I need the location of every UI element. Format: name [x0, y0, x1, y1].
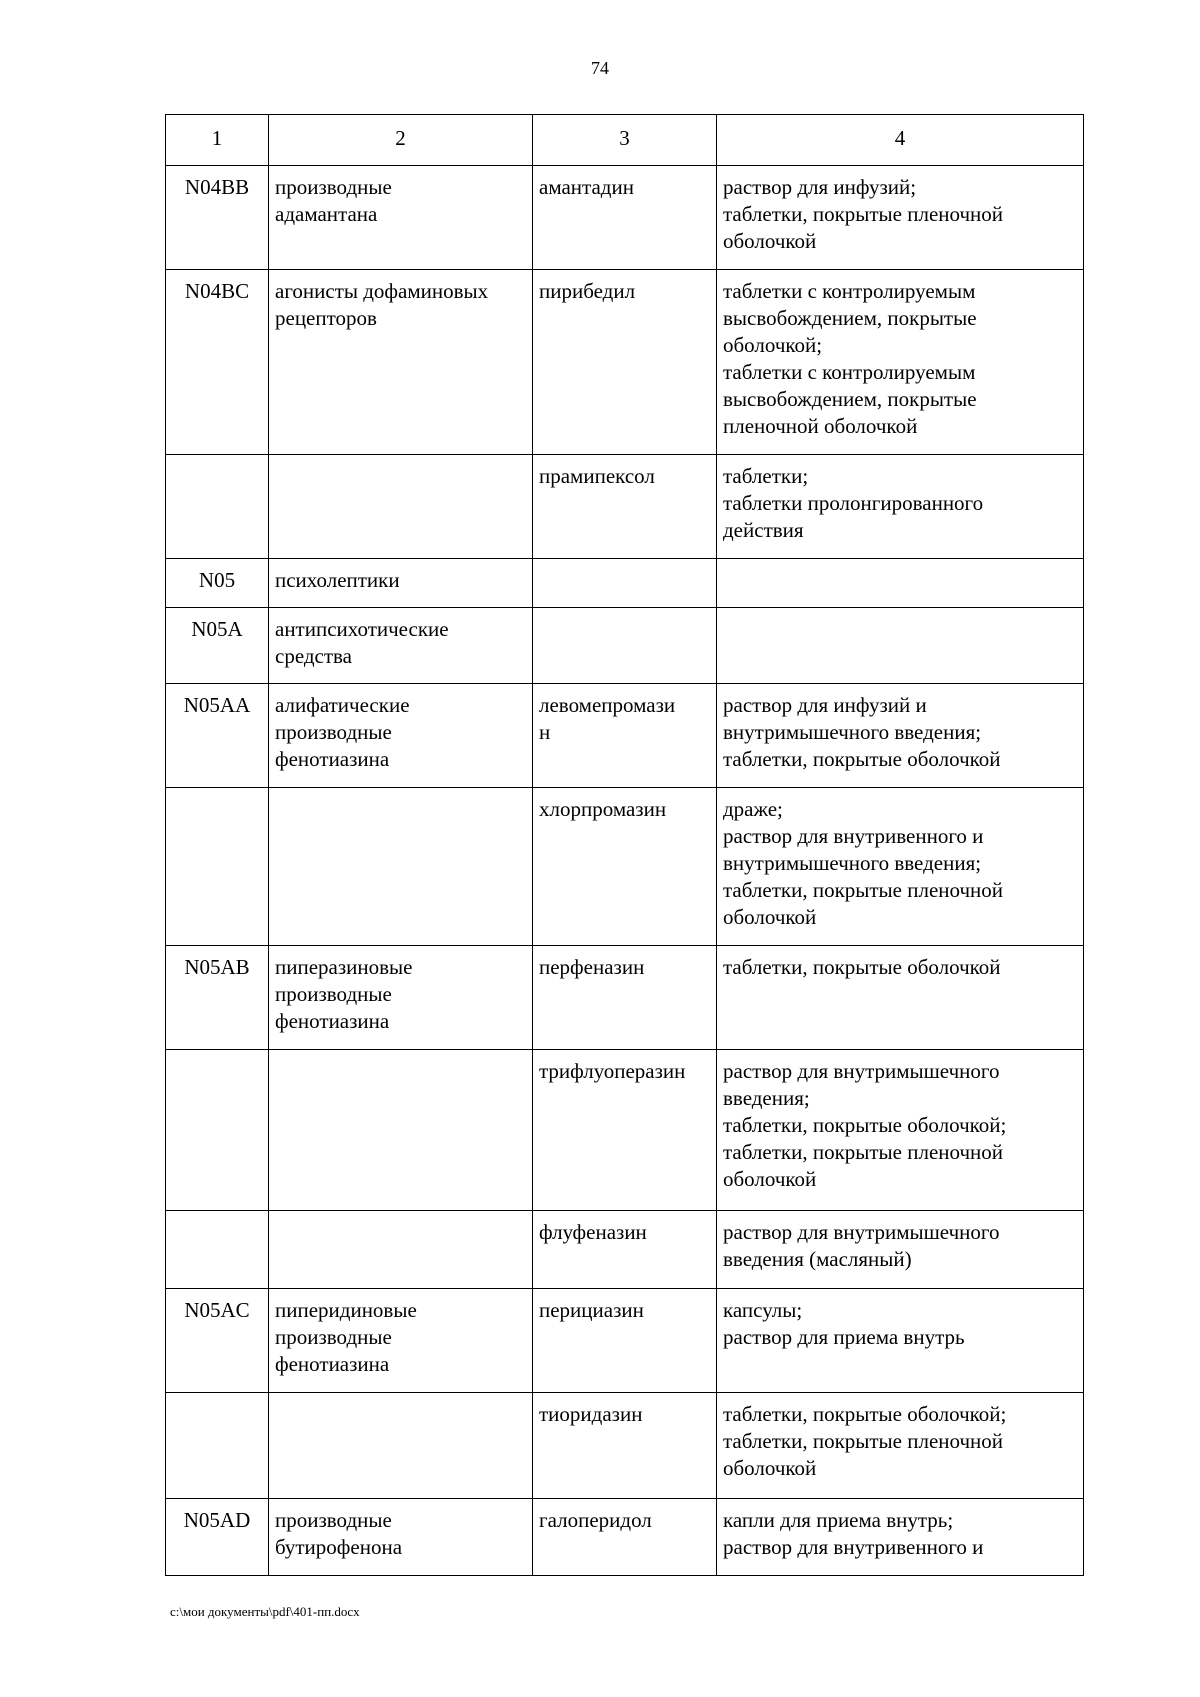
cell-text-line: пиперазиновые — [275, 955, 413, 979]
atc-code-cell: N05A — [166, 608, 269, 684]
pharmacological-group-cell — [269, 946, 533, 1050]
atc-code-cell — [166, 1393, 269, 1499]
dosage-forms-cell — [717, 1499, 1084, 1576]
dosage-forms-cell — [717, 1050, 1084, 1211]
cell-text-line: производные — [275, 1325, 392, 1349]
cell-text-line: таблетки, покрытые пленочной — [723, 202, 1004, 226]
drug-name-cell — [533, 1499, 717, 1576]
drug-name-cell — [533, 684, 717, 788]
cell-text-line: алифатические — [275, 693, 410, 717]
cell-text-line: оболочкой — [723, 1167, 817, 1191]
table-row — [166, 1050, 1084, 1211]
drug-name-cell — [533, 1050, 717, 1211]
atc-code-cell — [166, 788, 269, 946]
cell-text-line: внутримышечного введения; — [723, 851, 982, 875]
column-header-1: 1 — [166, 115, 269, 166]
pharmacological-group-cell — [269, 788, 533, 946]
cell-text-line: оболочкой — [723, 229, 817, 253]
drug-name-cell — [533, 455, 717, 559]
cell-text-line: введения; — [723, 1086, 810, 1110]
atc-code-cell — [166, 1050, 269, 1211]
cell-text-line: перициазин — [539, 1298, 644, 1322]
cell-text-line: пиперидиновые — [275, 1298, 417, 1322]
cell-text-line: средства — [275, 644, 353, 668]
medication-table — [165, 114, 1084, 1576]
cell-text-line: н — [539, 720, 551, 744]
atc-code-cell: N04BB — [166, 166, 269, 270]
pharmacological-group-cell — [269, 1211, 533, 1289]
cell-text-line: пирибедил — [539, 279, 636, 303]
cell-text-line: пленочной оболочкой — [723, 414, 918, 438]
drug-name-cell — [533, 1211, 717, 1289]
pharmacological-group-cell — [269, 1050, 533, 1211]
cell-text-line: оболочкой — [723, 905, 817, 929]
cell-text-line: таблетки, покрытые пленочной — [723, 1429, 1004, 1453]
cell-text-line: действия — [723, 518, 804, 542]
cell-text-line: таблетки, покрытые оболочкой; — [723, 1402, 1007, 1426]
cell-text-line: агонисты дофаминовых — [275, 279, 489, 303]
table-row — [166, 1393, 1084, 1499]
cell-text-line: амантадин — [539, 175, 634, 199]
drug-name-cell — [533, 608, 717, 684]
table-row — [166, 455, 1084, 559]
footer-file-path: c:\мои документы\pdf\401-пп.docx — [170, 1604, 360, 1619]
table-row — [166, 1289, 1084, 1393]
cell-text-line: раствор для инфузий; — [723, 175, 917, 199]
cell-text-line: таблетки с контролируемым — [723, 360, 976, 384]
cell-text-line: оболочкой — [723, 1456, 817, 1480]
pharmacological-group-cell — [269, 1393, 533, 1499]
table-row — [166, 608, 1084, 684]
cell-text-line: раствор для внутривенного и — [723, 824, 984, 848]
atc-code-cell: N05AD — [166, 1499, 269, 1576]
drug-name-cell — [533, 946, 717, 1050]
atc-code-cell: N05AB — [166, 946, 269, 1050]
table-header-row — [166, 115, 1084, 166]
atc-code-cell: N05 — [166, 559, 269, 608]
cell-text-line: фенотиазина — [275, 747, 390, 771]
cell-text-line: внутримышечного введения; — [723, 720, 982, 744]
pharmacological-group-cell — [269, 166, 533, 270]
cell-text-line: психолептики — [275, 568, 400, 592]
dosage-forms-cell — [717, 1393, 1084, 1499]
cell-text-line: производные — [275, 1508, 392, 1532]
cell-text-line: фенотиазина — [275, 1009, 390, 1033]
cell-text-line: раствор для инфузий и — [723, 693, 927, 717]
atc-code-cell: N05AC — [166, 1289, 269, 1393]
cell-text-line: трифлуоперазин — [539, 1059, 686, 1083]
pharmacological-group-cell — [269, 455, 533, 559]
drug-name-cell — [533, 166, 717, 270]
table-row — [166, 684, 1084, 788]
cell-text-line: драже; — [723, 797, 783, 821]
drug-name-cell — [533, 1393, 717, 1499]
atc-code-cell: N04BC — [166, 270, 269, 455]
pharmacological-group-cell — [269, 1289, 533, 1393]
pharmacological-group-cell — [269, 684, 533, 788]
cell-text-line: галоперидол — [539, 1508, 652, 1532]
cell-text-line: таблетки, покрытые пленочной — [723, 878, 1004, 902]
dosage-forms-cell — [717, 559, 1084, 608]
cell-text-line: оболочкой; — [723, 333, 823, 357]
cell-text-line: раствор для внутривенного и — [723, 1535, 984, 1559]
table-row — [166, 559, 1084, 608]
dosage-forms-cell — [717, 455, 1084, 559]
dosage-forms-cell — [717, 608, 1084, 684]
cell-text-line: таблетки пролонгированного — [723, 491, 984, 515]
cell-text-line: хлорпромазин — [539, 797, 667, 821]
pharmacological-group-cell — [269, 270, 533, 455]
cell-text-line: производные — [275, 720, 392, 744]
atc-code-cell: N05AA — [166, 684, 269, 788]
column-header-2: 2 — [269, 115, 533, 166]
drug-name-cell — [533, 788, 717, 946]
table-row — [166, 166, 1084, 270]
cell-text-line: таблетки; — [723, 464, 809, 488]
cell-text-line: производные — [275, 175, 392, 199]
cell-text-line: тиоридазин — [539, 1402, 643, 1426]
column-header-4: 4 — [717, 115, 1084, 166]
atc-code-cell — [166, 1211, 269, 1289]
cell-text-line: таблетки с контролируемым — [723, 279, 976, 303]
drug-name-cell — [533, 1289, 717, 1393]
cell-text-line: перфеназин — [539, 955, 645, 979]
cell-text-line: раствор для приема внутрь — [723, 1325, 965, 1349]
dosage-forms-cell — [717, 684, 1084, 788]
cell-text-line: таблетки, покрытые оболочкой — [723, 747, 1001, 771]
table-row — [166, 270, 1084, 455]
cell-text-line: введения (масляный) — [723, 1247, 912, 1271]
cell-text-line: антипсихотические — [275, 617, 449, 641]
cell-text-line: капсулы; — [723, 1298, 803, 1322]
drug-name-cell — [533, 559, 717, 608]
dosage-forms-cell — [717, 166, 1084, 270]
cell-text-line: адамантана — [275, 202, 378, 226]
page-number: 74 — [591, 58, 609, 78]
pharmacological-group-cell — [269, 608, 533, 684]
cell-text-line: таблетки, покрытые оболочкой; — [723, 1113, 1007, 1137]
cell-text-line: бутирофенона — [275, 1535, 403, 1559]
table-row — [166, 788, 1084, 946]
pharmacological-group-cell — [269, 1499, 533, 1576]
dosage-forms-cell — [717, 1289, 1084, 1393]
dosage-forms-cell — [717, 946, 1084, 1050]
atc-code-cell — [166, 455, 269, 559]
dosage-forms-cell — [717, 788, 1084, 946]
cell-text-line: раствор для внутримышечного — [723, 1059, 1000, 1083]
cell-text-line: флуфеназин — [539, 1220, 647, 1244]
cell-text-line: высвобождением, покрытые — [723, 387, 977, 411]
table-body — [166, 166, 1084, 1576]
table-row — [166, 946, 1084, 1050]
cell-text-line: рецепторов — [275, 306, 377, 330]
pharmacological-group-cell — [269, 559, 533, 608]
cell-text-line: производные — [275, 982, 392, 1006]
table-row — [166, 1211, 1084, 1289]
drug-name-cell — [533, 270, 717, 455]
cell-text-line: таблетки, покрытые пленочной — [723, 1140, 1004, 1164]
cell-text-line: фенотиазина — [275, 1352, 390, 1376]
cell-text-line: прамипексол — [539, 464, 655, 488]
table-row — [166, 1499, 1084, 1576]
dosage-forms-cell — [717, 270, 1084, 455]
cell-text-line: высвобождением, покрытые — [723, 306, 977, 330]
cell-text-line: таблетки, покрытые оболочкой — [723, 955, 1001, 979]
dosage-forms-cell — [717, 1211, 1084, 1289]
cell-text-line: капли для приема внутрь; — [723, 1508, 954, 1532]
cell-text-line: левомепромази — [539, 693, 676, 717]
column-header-3: 3 — [533, 115, 717, 166]
cell-text-line: раствор для внутримышечного — [723, 1220, 1000, 1244]
